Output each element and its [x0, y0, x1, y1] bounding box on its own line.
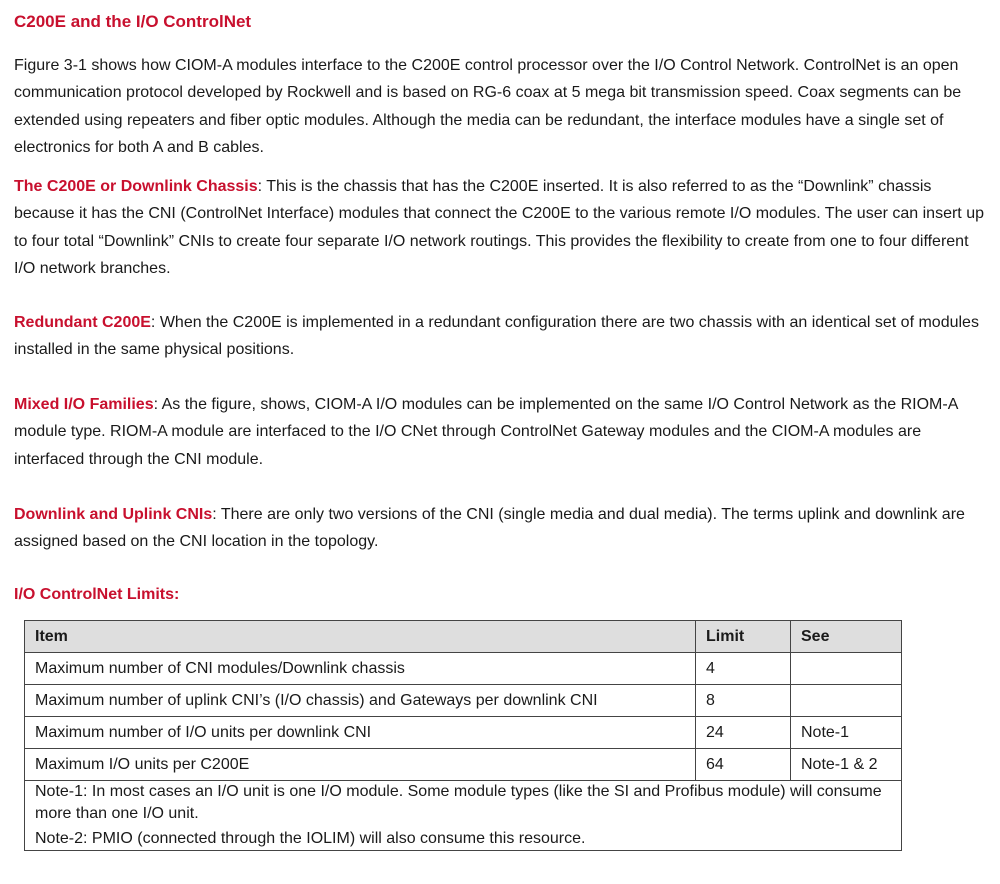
header-see: See: [791, 621, 902, 653]
note-2: Note-2: PMIO (connected through the IOLIM) will also consume this resource.: [35, 830, 586, 847]
cell-see: [791, 653, 902, 685]
limits-table: [24, 620, 902, 851]
definition-term: The C200E or Downlink Chassis: [14, 178, 258, 195]
notes-cell: [25, 781, 902, 851]
cell-limit: 64: [696, 749, 791, 781]
cell-see: [791, 685, 902, 717]
definition-downlink-chassis: [14, 173, 992, 282]
table-row: [25, 749, 902, 781]
definition-text: : There are only two versions of the CNI (single media and dual media). The terms uplink and downlink are assigned based on the CNI location in the topology.: [14, 506, 965, 551]
definition-term: Redundant C200E: [14, 314, 151, 331]
table-row: [25, 685, 902, 717]
notes-row: [25, 781, 902, 851]
header-item: Item: [25, 621, 696, 653]
note-1: Note-1: In most cases an I/O unit is one I/O module. Some module types (like the SI and Profibus module) will consume more than one I/O unit.: [35, 783, 882, 822]
definition-term: Mixed I/O Families: [14, 396, 154, 413]
cell-item: Maximum number of uplink CNI’s (I/O chassis) and Gateways per downlink CNI: [25, 685, 696, 717]
table-header-row: [25, 621, 902, 653]
definition-redundant-c200e: [14, 309, 992, 364]
table-row: [25, 653, 902, 685]
definition-term: Downlink and Uplink CNIs: [14, 506, 213, 523]
cell-item: Maximum number of I/O units per downlink CNI: [25, 717, 696, 749]
definition-mixed-io-families: [14, 391, 992, 473]
definition-downlink-uplink-cnis: [14, 501, 992, 556]
cell-limit: 8: [696, 685, 791, 717]
cell-item: Maximum number of CNI modules/Downlink chassis: [25, 653, 696, 685]
cell-limit: 4: [696, 653, 791, 685]
limits-heading: I/O ControlNet Limits:: [14, 586, 180, 603]
cell-limit: 24: [696, 717, 791, 749]
definition-text: : When the C200E is implemented in a redundant configuration there are two chassis with an identical set of modules installed in the same physical positions.: [14, 314, 979, 359]
cell-see: Note-1 & 2: [791, 749, 902, 781]
intro-paragraph: Figure 3-1 shows how CIOM-A modules interface to the C200E control processor over the I/O Control Network. ControlNet is an open communication protocol developed by Rockwell and is based on RG-6 coax at 5 mega bit transmission speed. Coax segments can be extended using repeaters and fiber optic modules. Although the media can be redundant, the interface modules have a single set of electronics for both A and B cables.: [14, 57, 962, 156]
section-title: C200E and the I/O ControlNet: [14, 12, 252, 31]
definition-text: : As the figure, shows, CIOM-A I/O modules can be implemented on the same I/O Control Network as the RIOM-A module type. RIOM-A module are interfaced to the I/O CNet through ControlNet Gateway modules and the CIOM-A modules are interfaced through the CNI module.: [14, 396, 958, 468]
header-limit: Limit: [696, 621, 791, 653]
cell-item: Maximum I/O units per C200E: [25, 749, 696, 781]
definition-text: : This is the chassis that has the C200E inserted. It is also referred to as the “Downlink” chassis because it has the CNI (ControlNet Interface) modules that connect the C200E to the various remote I/O modules. The user can insert up to four total “Downlink” CNIs to create four separate I/O network routings. This provides the flexibility to create from one to four different I/O network branches.: [14, 178, 984, 277]
table-row: [25, 717, 902, 749]
cell-see: Note-1: [791, 717, 902, 749]
